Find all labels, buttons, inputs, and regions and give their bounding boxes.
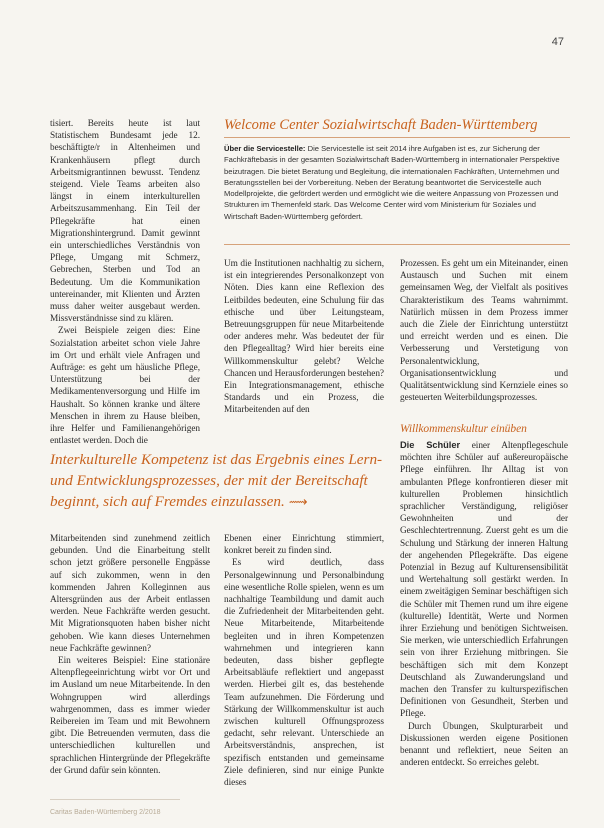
- box-divider: [224, 244, 570, 245]
- bottom-column-2: [224, 533, 384, 789]
- right-column: [400, 420, 568, 769]
- paragraph: Ein weiteres Beispiel: Eine stationäre Altenpflegeeinrichtung wirbt vor Ort und im Ausland um neue Mitarbeitende. In den Wohngruppen wird allerdings wahrgenommen, dass es immer wieder Reibereien im Team und mit Bewohnern gibt. Die Betreuenden vermuten, dass die unterschiedlichen kulturellen und sprachlichen Hintergründe der Pflegekräfte der Grund dafür sein könnten.: [50, 656, 210, 776]
- paragraph: Um die Institutionen nachhaltig zu sichern, ist ein integrierendes Personalkonzept von Nöten. Dies kann eine Reflexion des Leitbildes bedeuten, eine Schulung für das ethische und über Leitungsteam, Betreuungsgruppen für neue Mitarbeitende oder anderes mehr. Was bedeutet der für den Pflegealltag? Wird hier bereits eine Willkommenskultur gelebt? Welche Chancen und Herausforderungen bestehen? Ein Integrationsmanagement, ethische Standards und ein Prozess, die Mitarbeitenden auf den: [224, 259, 384, 416]
- paragraph-text: einer Altenpflegeschule möchten ihre Schüler auf außereuropäische Pflege einführen. Ihr Alltag ist von ambulanten Pflege konfrontieren dieser mit kulturellen Problemen hinsichtlich sprachlicher Verständigung, religiöser Gewohnheiten und der Geschlechtertrennung. Zuerst geht es um die Schulung und Stärkung der inneren Haltung der angehenden Pflegekräfte. Das eigene Potenzial in Bezug auf Kulturensensibilität und Wertehaltung soll gestärkt werden. In einem zweitägigen Seminar beschäftigen sich die Schüler mit Themen rund um ihre eigene (kulturelle) Identität, Werte und Normen ihrer Erziehung und benötigen Sichtweisen. Sie merken, wie unterschiedlich Erfahrungen sein von ihrer Erziehung mitbringen. Sie beschäftigen sich mit dem Konzept Deutschland als Zuwanderungsland und machen den Transfer zu kulturspezifischen Definitionen von Gesundheit, Sterben und Pflege.: [400, 441, 568, 720]
- swirl-ornament-icon: ⟿: [288, 494, 308, 509]
- box-divider: [224, 137, 570, 138]
- pull-quote: [50, 449, 390, 512]
- page-number: 47: [551, 36, 564, 48]
- paragraph: Ebenen einer Einrichtung stimmiert, konkret bereit zu finden sind.: [224, 534, 384, 557]
- paragraph-lead: Die Schüler: [400, 440, 461, 450]
- paragraph: Mitarbeitenden sind zunehmend zeitlich gebunden. Und die Einarbeitung stellt schon jetzt größere personelle Engpässe auf sich zukommen, wenn in den kommenden Jahren Kolleginnen aus Altersgründen aus der Arbeit entlassen werden. Neue Fachkräfte werden gesucht. Mit Migrationsquoten haben bisher nicht gehoben. Wie kann dieses Unternehmen neue Fachkräfte gewinnen?: [50, 534, 210, 654]
- middle-column-1: [224, 258, 384, 417]
- paragraph: Durch Übungen, Skulpturarbeit und Diskussionen werden eigene Positionen benannt und reflektiert, neue Seiten an anderen entdeckt. So erreiches gelebt.: [400, 721, 568, 769]
- footer-rule: [50, 799, 180, 806]
- paragraph: Zwei Beispiele zeigen dies: Eine Sozialstation arbeitet schon viele Jahre im Ort und erhält viele Anfragen und Aufträge: es geht um häusliche Pflege, Unterstützung bei der Medikamentenversorgung und Hilfe im Haushalt. So können kranke und ältere Menschen in ihrem zu Hause bleiben, ihre Helfer und Familienangehörigen entlastet werden. Doch die: [50, 326, 200, 447]
- section-subheading-text: Willkommenskultur einüben: [400, 423, 527, 435]
- paragraph: tisiert. Bereits heute ist laut Statistischem Bundesamt jede 12. beschäftigte/r in Altenheimen und Krankenhäusern pflegt durch Arbeitsmigrantinnen bewusst. Tendenz steigend. Viele Teams arbeiten also längst in einem interkulturellen Arbeitszusammenhang. Ein Teil der Pflegekräfte hat einen Migrationshintergrund. Damit gewinnt ein unterschiedliches Verständnis von Pflege, Umgang mit Schmerz, Gebrechen, Sterben und Tod an Bedeutung. Um die Kommunikation untereinander, mit Klienten und Ärzten muss daher weiter ausgebaut werden. Missverständnisse sind zu klären.: [50, 119, 200, 325]
- welcome-box-title: Welcome Center Sozialwirtschaft Baden-Württemberg: [224, 117, 538, 133]
- welcome-box-lead: Über die Servicestelle:: [224, 144, 306, 153]
- left-top-column: [50, 118, 200, 447]
- pull-quote-text: Interkulturelle Kompetenz ist das Ergebnis eines Lern- und Entwicklungsprozesses, der mit der Bereitschaft beginnt, sich auf Fremdes einzulassen.: [50, 451, 383, 510]
- section-subheading: [400, 422, 568, 436]
- middle-column-2: [400, 258, 568, 404]
- footer-text: Caritas Baden-Württemberg 2/2018: [50, 809, 161, 816]
- paragraph: Prozessen. Es geht um ein Miteinander, einen Austausch und Suchen mit einem gemeinsamen Weg, der Vielfalt als positives Charakteristikum des Teams wahrnimmt. Natürlich müssen in dem Prozess immer auch die Ziele der Einrichtung unterstützt und erreicht werden und es einen. Die Verbesserung und Verstetigung von Personalentwicklung, Organisationsentwicklung und Qualitätsentwicklung sind Kernziele eines so gesteuerten Weiterbildungsprozesses.: [400, 259, 568, 404]
- welcome-box-text: Die Servicestelle ist seit 2014 ihre Aufgaben ist es, zur Sicherung der Fachkräftebasis in der gesamten Sozialwirtschaft Baden-Württemberg in internationaler Perspektive beizutragen. Die bietet Beratung und Begleitung, die internationalen Fachkräften, Unternehmen und Beratungsstellen bei der Vorbereitung. Neben der Beratung beantwortet die Servicestelle auch Modellprojekte, die gefördert werden und ermöglicht wie die weitere Anpassung von Prozessen und Strukturen im Themenfeld stark. Das Welcome Center wird vom Ministerium für Soziales und Wirtschaft Baden-Württemberg gefördert.: [224, 144, 560, 221]
- paragraph: [400, 439, 568, 721]
- bottom-column-1: [50, 533, 210, 777]
- welcome-box-body: [224, 143, 570, 222]
- paragraph: Es wird deutlich, dass Personalgewinnung und Personalbindung eine wesentliche Rolle spielen, wenn es um nachhaltige Teambildung und damit auch die Zufriedenheit der Mitarbeitenden geht. Neue Mitarbeitende, Mitarbeitende begleiten und in ihren Kompetenzen wahrnehmen und integrieren kann bedeuten, dass bisher gepflegte Arbeitsabläufe reflektiert und angepasst werden. Hierbei gilt es, das bestehende Team aufzunehmen. Die Förderung und Stärkung der Willkommenskultur ist auch zwischen kulturell Offnungsprozess gedacht, sehr relevant. Unterschiede an Arbeitsverständnis, ansprechen, ist spezifisch entstanden und gemeinsame Ziele definieren, sind nur einige Punkte dieses: [224, 558, 384, 789]
